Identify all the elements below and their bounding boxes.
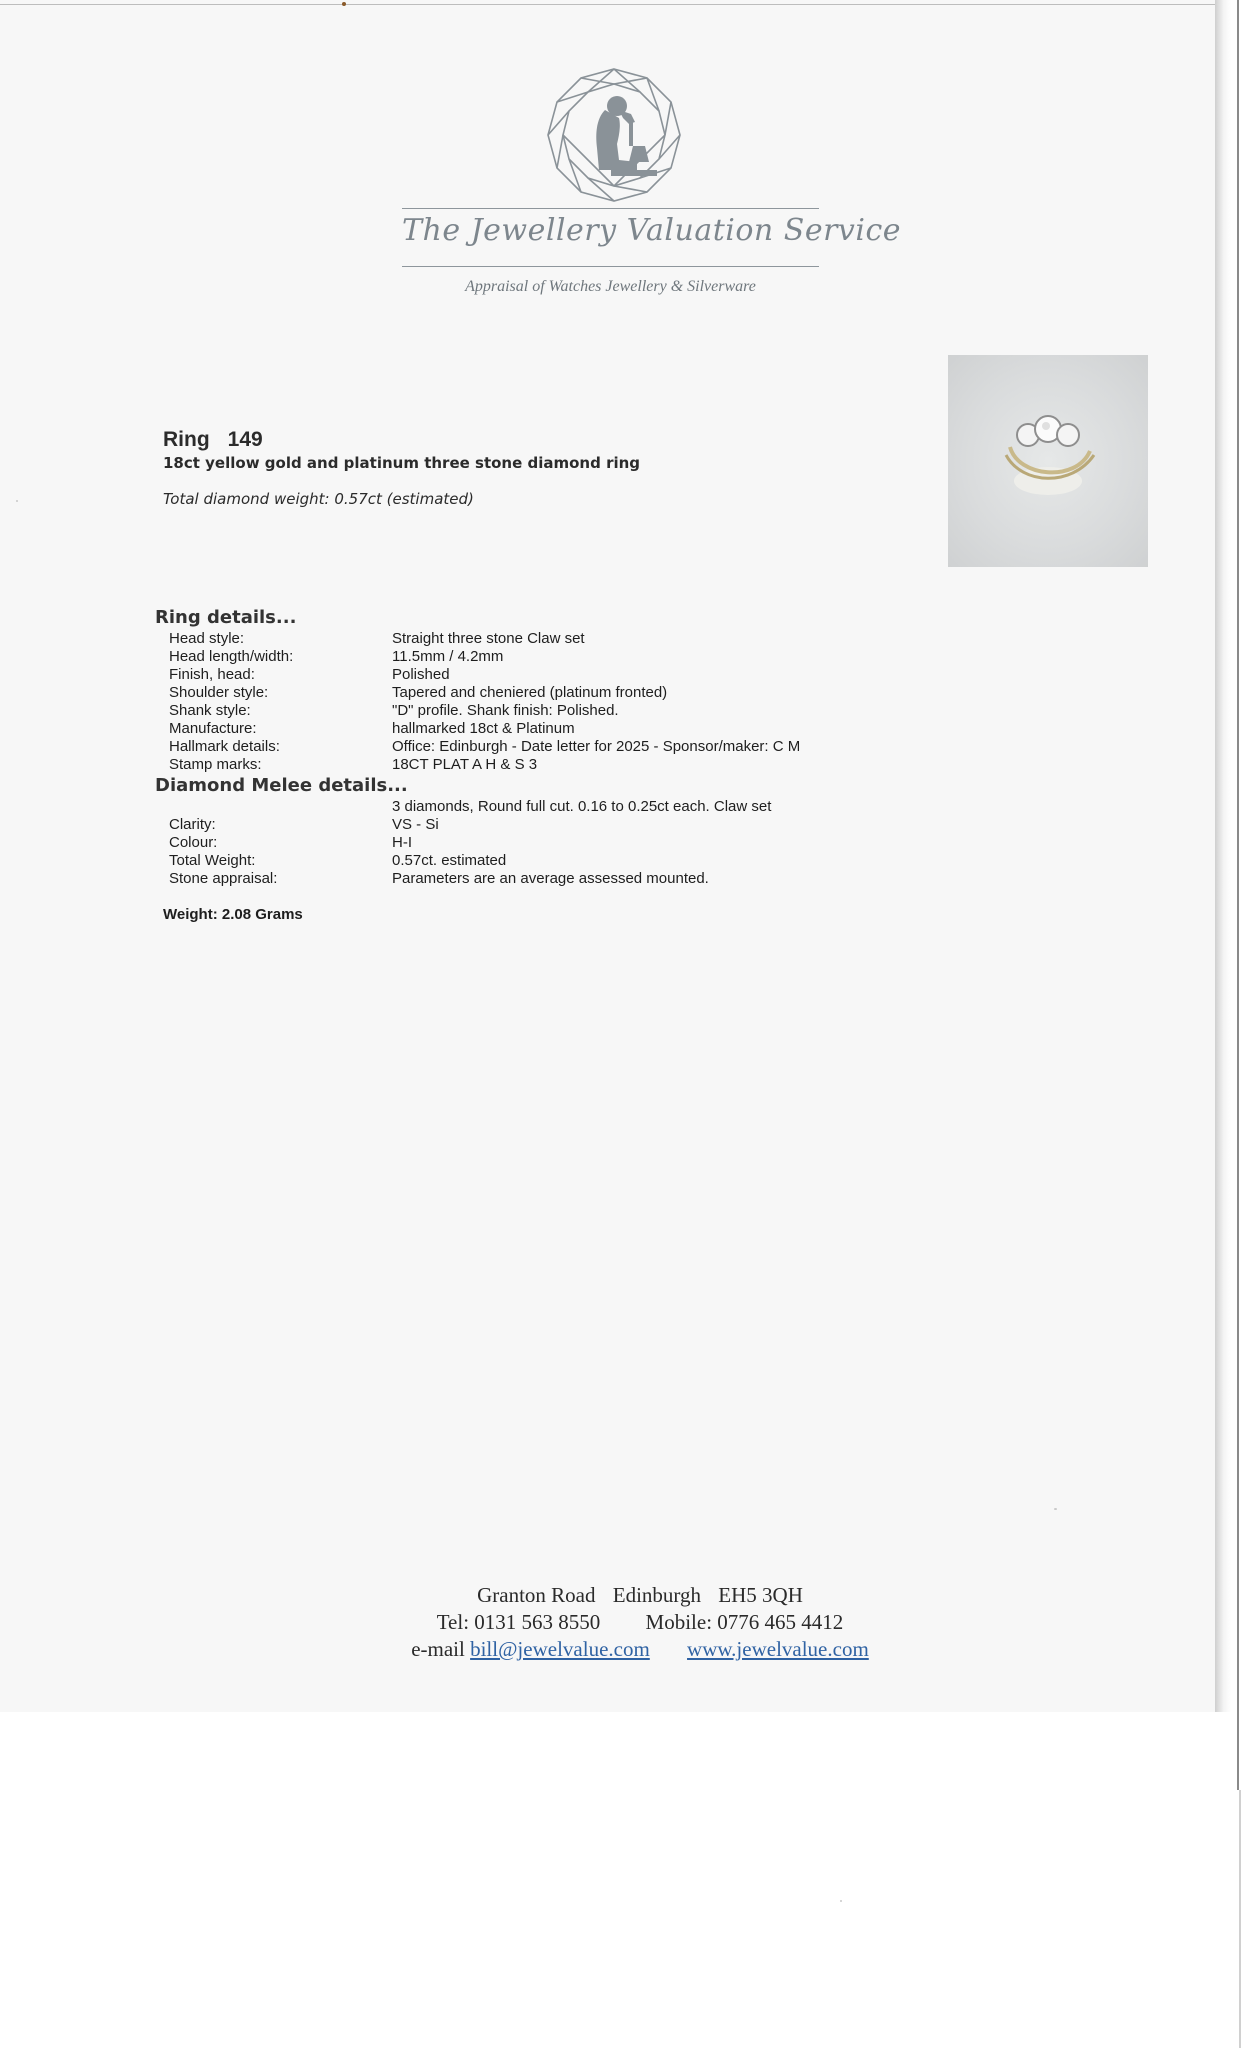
detail-label: Shoulder style: <box>169 684 269 701</box>
gemstone-jeweller-loupe-icon <box>545 66 683 204</box>
detail-value: 11.5mm / 4.2mm <box>392 648 504 665</box>
detail-value: 3 diamonds, Round full cut. 0.16 to 0.25ct each. Claw set <box>392 798 772 815</box>
footer-mobile-label: Mobile: <box>645 1610 713 1634</box>
total-diamond-weight-note: Total diamond weight: 0.57ct (estimated) <box>163 490 474 508</box>
detail-value: Tapered and cheniered (platinum fronted) <box>392 684 668 701</box>
gross-weight: Weight: 2.08 Grams <box>163 906 303 923</box>
detail-value: "D" profile. Shank finish: Polished. <box>392 702 619 719</box>
detail-label: Clarity: <box>169 816 216 833</box>
website-link[interactable]: www.jewelvalue.com <box>687 1637 869 1661</box>
detail-value: hallmarked 18ct & Platinum <box>392 720 575 737</box>
detail-label: Finish, head: <box>169 666 255 683</box>
detail-value: VS - Si <box>392 816 439 833</box>
header-top-rule <box>402 208 819 209</box>
detail-row <box>169 870 969 888</box>
ring-photo <box>948 355 1148 567</box>
detail-row <box>169 816 969 834</box>
detail-row <box>169 834 969 852</box>
detail-row <box>169 648 969 666</box>
item-number: 149 <box>227 428 263 451</box>
detail-label: Shank style: <box>169 702 251 719</box>
detail-row <box>169 798 969 816</box>
footer-postcode: EH5 3QH <box>718 1583 803 1607</box>
scan-speck <box>1054 1508 1057 1510</box>
footer-street: Granton Road <box>477 1583 596 1607</box>
detail-value: Polished <box>392 666 450 683</box>
detail-value: Parameters are an average assessed mounted. <box>392 870 709 887</box>
scan-edge-line-lower <box>1239 1790 1241 2048</box>
detail-label: Manufacture: <box>169 720 257 737</box>
company-tagline: Appraisal of Watches Jewellery & Silverware <box>465 278 756 295</box>
item-description: 18ct yellow gold and platinum three stone diamond ring <box>163 454 641 472</box>
detail-row <box>169 738 969 756</box>
detail-label: Head style: <box>169 630 245 647</box>
footer-mobile: 0776 465 4412 <box>717 1610 844 1634</box>
footer-city: Edinburgh <box>612 1583 702 1607</box>
scan-speck <box>840 1900 842 1902</box>
detail-row <box>169 720 969 738</box>
detail-row <box>169 756 969 774</box>
diamond-details-heading: Diamond Melee details... <box>155 775 408 796</box>
item-title <box>163 428 263 452</box>
detail-value: Straight three stone Claw set <box>392 630 585 647</box>
ring-details-list <box>169 630 969 774</box>
detail-label: Total Weight: <box>169 852 256 869</box>
footer-address <box>300 1583 980 1608</box>
detail-label: Hallmark details: <box>169 738 280 755</box>
item-label: Ring <box>163 428 210 451</box>
header-bottom-rule <box>402 266 819 267</box>
detail-row <box>169 852 969 870</box>
email-link[interactable]: bill@jewelvalue.com <box>470 1637 650 1661</box>
footer-email-label: e-mail <box>411 1637 465 1661</box>
detail-value: H-I <box>392 834 412 851</box>
detail-row <box>169 702 969 720</box>
detail-label: Head length/width: <box>169 648 294 665</box>
detail-label: Stamp marks: <box>169 756 262 773</box>
footer-tel-label: Tel: <box>436 1610 470 1634</box>
page-edge-shadow <box>1215 0 1231 1712</box>
detail-row <box>169 630 969 648</box>
detail-row <box>169 684 969 702</box>
detail-value: 18CT PLAT A H & S 3 <box>392 756 538 773</box>
detail-value: 0.57ct. estimated <box>392 852 507 869</box>
company-name: The Jewellery Valuation Service <box>402 213 902 248</box>
footer-tel: 0131 563 8550 <box>474 1610 601 1634</box>
diamond-details-list <box>169 798 969 888</box>
detail-label: Colour: <box>169 834 218 851</box>
footer-phones <box>300 1610 980 1635</box>
footer-contact <box>300 1637 980 1662</box>
detail-label: Stone appraisal: <box>169 870 278 887</box>
detail-row <box>169 666 969 684</box>
scan-speck <box>16 500 18 502</box>
scan-edge-line <box>1237 0 1239 1790</box>
detail-value: Office: Edinburgh - Date letter for 2025 - Sponsor/maker: C M <box>392 738 801 755</box>
scan-speck <box>342 2 346 6</box>
scan-top-edge <box>0 4 1215 5</box>
ring-details-heading: Ring details... <box>155 607 297 628</box>
